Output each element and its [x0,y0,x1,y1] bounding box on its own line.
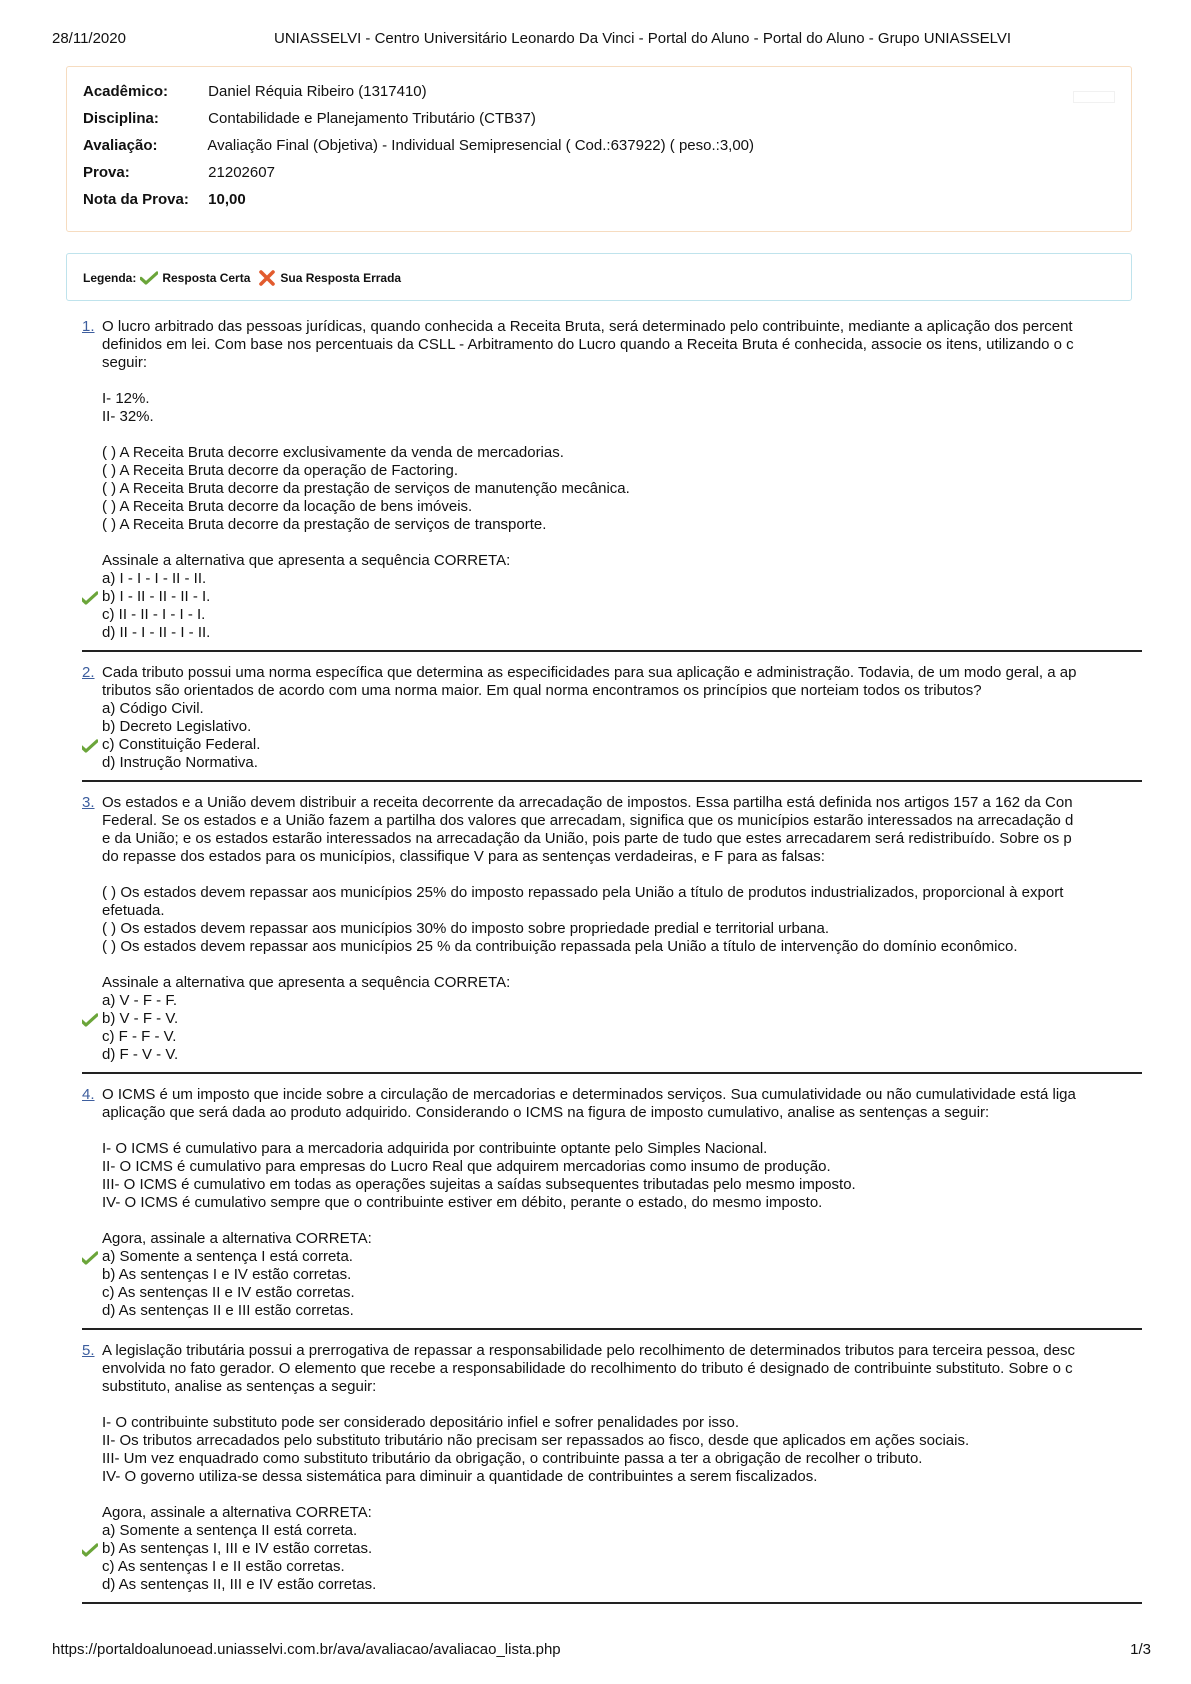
info-row-avaliacao [83,137,754,157]
question-text-line: III- Um vez enquadrado como substituto tributário da obrigação, o contribuinte passa a ter a obrigação de recolher o tributo. [102,1450,923,1467]
answer-option [102,718,1142,736]
question-text-line: e da União; e os estados estarão interessados na arrecadação da União, pois parte de tudo que estes arrecadarem será redistribuído. Sobre os p [102,830,1072,847]
legend-label: Legenda: [83,271,137,285]
answer-option [102,754,1142,772]
question-text-line: II- Os tributos arrecadados pelo substituto tributário não precisam ser repassados ao fisco, desde que aplicados em ações sociais. [102,1432,970,1449]
answer-option [102,1522,1142,1540]
question-list [82,318,1142,1616]
question-2 [82,664,1142,782]
answer-option-text: d) II - I - II - I - II. [102,624,211,641]
answer-option [102,1010,1142,1028]
spacer [102,426,1142,444]
info-row-prova [83,164,275,184]
answer-option-text: a) Somente a sentença I está correta. [102,1248,353,1265]
prova-value: 21202607 [208,164,275,181]
info-box-placeholder [1073,91,1115,103]
answer-option-text: d) F - V - V. [102,1046,179,1063]
spacer [102,534,1142,552]
question-text-line: ( ) A Receita Bruta decorre da prestação de serviços de transporte. [102,516,547,533]
student-info-box [66,66,1132,232]
prova-label: Prova: [83,164,130,181]
question-text-line: ( ) A Receita Bruta decorre da prestação de serviços de manutenção mecânica. [102,480,630,497]
answer-option-text: a) Código Civil. [102,700,204,717]
avaliacao-value: Avaliação Final (Objetiva) - Individual Semipresencial ( Cod.:637922) ( peso.:3,00) [207,137,755,154]
spacer [102,1212,1142,1230]
answer-option [102,1302,1142,1320]
info-row-nota [83,191,246,211]
question-text-line: O lucro arbitrado das pessoas jurídicas, quando conhecida a Receita Bruta, será determinado pelo contribuinte, mediante a aplicação dos percent [102,318,1073,335]
question-text-line: ( ) Os estados devem repassar aos municípios 25 % da contribuição repassada pela União a título de intervenção do domínio econômico. [102,938,1018,955]
question-text-line: ( ) Os estados devem repassar aos municípios 30% do imposto sobre propriedade predial e territorial urbana. [102,920,830,937]
question-text-line: IV- O governo utiliza-se dessa sistemática para diminuir a quantidade de contribuintes a serem fiscalizados. [102,1468,818,1485]
answer-option [102,1540,1142,1558]
answer-option [102,1266,1142,1284]
answer-option-text: b) I - II - II - II - I. [102,588,211,605]
question-5 [82,1342,1142,1604]
print-page-number: 1/3 [1130,1641,1151,1658]
nota-label: Nota da Prova: [83,191,189,208]
question-text-line: ( ) A Receita Bruta decorre da locação de bens imóveis. [102,498,473,515]
correct-answer-checkmark-icon [82,591,98,605]
question-text-line: Assinale a alternativa que apresenta a sequência CORRETA: [102,974,511,991]
answer-option [102,1046,1142,1064]
answer-option-text: a) Somente a sentença II está correta. [102,1522,358,1539]
correct-answer-checkmark-icon [82,1013,98,1027]
spacer [102,1486,1142,1504]
answer-option [102,992,1142,1010]
question-text-line: tributos são orientados de acordo com uma norma maior. Em qual norma encontramos os princípios que norteiam todos os tributos? [102,682,982,699]
answer-option [102,1248,1142,1266]
print-date: 28/11/2020 [52,30,126,47]
answer-option-text: b) As sentenças I e IV estão corretas. [102,1266,352,1283]
checkmark-icon [140,271,158,285]
answer-option [102,624,1142,642]
answer-option-text: c) As sentenças I e II estão corretas. [102,1558,345,1575]
legend-correct-label: Resposta Certa [162,271,251,285]
question-number-link[interactable]: 1. [82,318,95,335]
question-number-link[interactable]: 2. [82,664,95,681]
print-header [52,30,1151,50]
disciplina-label: Disciplina: [83,110,159,127]
answer-option-text: b) Decreto Legislativo. [102,718,252,735]
answer-option [102,1284,1142,1302]
answer-option-text: c) II - II - I - I - I. [102,606,206,623]
answer-option [102,1558,1142,1576]
question-text-line: I- 12%. [102,390,150,407]
info-row-disciplina [83,110,536,130]
answer-option-text: b) V - F - V. [102,1010,179,1027]
disciplina-value: Contabilidade e Planejamento Tributário (CTB37) [208,110,536,127]
answer-option-text: c) Constituição Federal. [102,736,261,753]
question-1 [82,318,1142,652]
question-text-line: O ICMS é um imposto que incide sobre a circulação de mercadorias e determinados serviços. Sua cumulatividade ou não cumulatividade está liga [102,1086,1076,1103]
answer-option-text: d) Instrução Normativa. [102,754,258,771]
question-text-line: ( ) Os estados devem repassar aos municípios 25% do imposto repassado pela União a título de produtos industrializados, proporcional à export [102,884,1064,901]
question-text-line: I- O contribuinte substituto pode ser considerado depositário infiel e sofrer penalidades por isso. [102,1414,740,1431]
correct-answer-checkmark-icon [82,739,98,753]
spacer [102,956,1142,974]
question-text-line: I- O ICMS é cumulativo para a mercadoria adquirida por contribuinte optante pelo Simples Nacional. [102,1140,768,1157]
question-number-link[interactable]: 3. [82,794,95,811]
question-text-line: II- O ICMS é cumulativo para empresas do Lucro Real que adquirem mercadorias como insumo de produção. [102,1158,831,1175]
question-text-line: ( ) A Receita Bruta decorre da operação de Factoring. [102,462,459,479]
answer-option [102,1028,1142,1046]
spacer [102,866,1142,884]
answer-option [102,606,1142,624]
question-text-line: Assinale a alternativa que apresenta a sequência CORRETA: [102,552,511,569]
answer-option [102,700,1142,718]
avaliacao-label: Avaliação: [83,137,158,154]
question-text-line: III- O ICMS é cumulativo em todas as operações sujeitas a saídas subsequentes tributadas pelo mesmo imposto. [102,1176,856,1193]
question-text-line: IV- O ICMS é cumulativo sempre que o contribuinte estiver em débito, perante o estado, do mesmo imposto. [102,1194,823,1211]
answer-option-text: a) I - I - I - II - II. [102,570,207,587]
question-text-line: Os estados e a União devem distribuir a receita decorrente da arrecadação de impostos. Essa partilha está definida nos artigos 157 a 162 da Con [102,794,1073,811]
question-text-line: efetuada. [102,902,165,919]
question-text-line: ( ) A Receita Bruta decorre exclusivamente da venda de mercadorias. [102,444,564,461]
question-text-line: A legislação tributária possui a prerrogativa de repassar a responsabilidade pelo recolhimento de determinados tributos para terceira pessoa, desc [102,1342,1076,1359]
question-text-line: aplicação que será dada ao produto adquirido. Considerando o ICMS na figura de imposto cumulativo, analise as sentenças a seguir: [102,1104,990,1121]
answer-option-text: a) V - F - F. [102,992,177,1009]
answer-option-text: d) As sentenças II, III e IV estão corretas. [102,1576,377,1593]
question-text-line: Federal. Se os estados e a União fazem a partilha dos valores que arrecadam, significa que os municípios estarão interessados na arrecadação d [102,812,1074,829]
legend-box [66,253,1132,301]
print-url: https://portaldoalunoead.uniasselvi.com.br/ava/avaliacao/avaliacao_lista.php [52,1641,561,1658]
answer-option-text: d) As sentenças II e III estão corretas. [102,1302,354,1319]
question-text-line: envolvida no fato gerador. O elemento que recebe a responsabilidade do recolhimento do tributo é designado de contribuinte substituto. Sobre o c [102,1360,1073,1377]
print-title: UNIASSELVI - Centro Universitário Leonardo Da Vinci - Portal do Aluno - Portal do Aluno - Grupo UNIASSELVI [274,30,1012,47]
answer-option [102,588,1142,606]
question-text-line: II- 32%. [102,408,154,425]
question-text-line: seguir: [102,354,148,371]
answer-option [102,736,1142,754]
question-text-line: substituto, analise as sentenças a seguir: [102,1378,377,1395]
answer-option-text: c) F - F - V. [102,1028,177,1045]
academico-label: Acadêmico: [83,83,169,100]
answer-option-text: b) As sentenças I, III e IV estão corretas. [102,1540,373,1557]
legend-wrong-label: Sua Resposta Errada [280,271,402,285]
nota-value: 10,00 [208,191,246,208]
question-4 [82,1086,1142,1330]
answer-option [102,570,1142,588]
question-number-link[interactable]: 4. [82,1086,95,1103]
correct-answer-checkmark-icon [82,1543,98,1557]
spacer [102,1122,1142,1140]
answer-option-text: c) As sentenças II e IV estão corretas. [102,1284,355,1301]
question-text-line: Agora, assinale a alternativa CORRETA: [102,1230,372,1247]
question-text-line: definidos em lei. Com base nos percentuais da CSLL - Arbitramento do Lucro quando a Receita Bruta é conhecida, associe os itens, utilizando o c [102,336,1074,353]
question-text-line: Agora, assinale a alternativa CORRETA: [102,1504,372,1521]
answer-option [102,1576,1142,1594]
academico-value: Daniel Réquia Ribeiro (1317410) [208,83,427,100]
spacer [102,1396,1142,1414]
info-row-academico [83,83,427,103]
wrong-x-icon [258,270,276,286]
question-text-line: Cada tributo possui uma norma específica que determina as especificidades para sua aplicação e administração. Todavia, de um modo geral, a ap [102,664,1077,681]
spacer [102,372,1142,390]
correct-answer-checkmark-icon [82,1251,98,1265]
question-text-line: do repasse dos estados para os municípios, classifique V para as sentenças verdadeiras, e F para as falsas: [102,848,825,865]
question-number-link[interactable]: 5. [82,1342,95,1359]
question-3 [82,794,1142,1074]
